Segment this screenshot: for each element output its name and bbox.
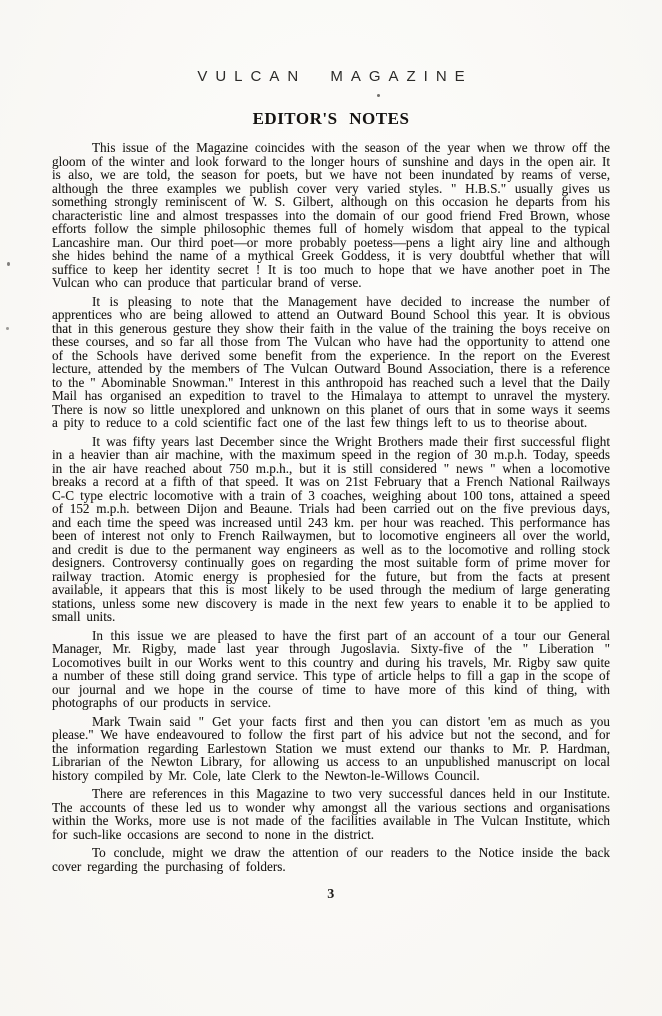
magazine-masthead: VULCAN MAGAZINE [197,68,473,85]
article-paragraph: There are references in this Magazine to two very successful dances held in our Institute. The accounts of these led us to wonder why amongst all the various sections and organisations within the Works, more use is not made of the facilities available in The Vulcan Institute, which for such-like occasions are second to none in the district. [52,786,610,842]
page-number: 3 [327,887,335,902]
scan-speck [377,94,380,97]
article-paragraph: In this issue we are pleased to have the first part of an account of a tour our General Manager, Mr. Rigby, made last year through Jugoslavia. Sixty-five of the " Liberation " Locomotives built in our Works went to this country and during his travels, Mr. Rigby saw quite a number of these still doing grand service. This type of article helps to fill a gap in the scope of our journal and we hope in the course of time to have more of this kind of thing, with photographs of our products in service. [52,627,610,710]
article-paragraph: To conclude, might we draw the attention of our readers to the Notice inside the back cover regarding the purchasing of folders. [52,845,610,874]
scan-speck [6,327,9,330]
article-paragraph: This issue of the Magazine coincides with the season of the year when we throw off the gloom of the winter and look forward to the longer hours of sunshine and days in the open air. It is also, we are told, the season for poets, but we have not been inundated by reams of verse, although the three examples we publish cover very varied styles. " H.B.S." usually gives us something strongly reminiscent of W. S. Gilbert, although on this occasion he departs from his characteristic line and almost trespasses into the domain of our good friend Fred Brown, whose efforts follow the simple philosophic themes full of homely wisdom that appeal to the typical Lancashire man. Our third poet—or more probably poetess—pens a light airy line and although she hides behind the name of a mythical Greek Goddess, it is very doubtful whether that will suffice to keep her identity secret ! It is too much to hope that we have another poet in The Vulcan who can produce that particular brand of verse. [52,140,610,290]
article-paragraph: It was fifty years last December since the Wright Brothers made their first successful flight in a heavier than air machine, with the maximum speed in the region of 30 m.p.h. Today, speeds in the air have reached about 750 m.p.h., but it is still considered " news " when a locomotive breaks a record at a fifth of that speed. It was on 21st February that a French National Railways C-C type electric locomotive with a train of 3 coaches, weighing about 100 tons, attained a speed of 152 m.p.h. between Dijon and Beaune. Trials had been carried out on the five previous days, and each time the speed was increased until 243 km. per hour was reached. This performance has been of interest not only to French Railwaymen, but to locomotive engineers all over the world, and credit is due to the permanent way engineers as well as to the locomotive and rolling stock designers. Controversy continually goes on regarding the most suitable form of prime mover for railway traction. Atomic energy is prophesied for the future, but from the facts at present available, it appears that this is most likely to be used through the medium of large generating stations, unless some new discovery is made in the next few years to enable it to be applied to small units. [52,433,610,624]
scan-speck [7,262,10,266]
editors-notes-article [52,141,610,873]
article-paragraph: Mark Twain said " Get your facts first and then you can distort 'em as much as you please." We have endeavoured to follow the first part of his advice but not the second, and for the information regarding Earlestown Station we must extend our thanks to Mr. P. Hardman, Librarian of the Newton Library, for allowing us access to an unpublished manuscript on local history compiled by Mr. Cole, late Clerk to the Newton-le-Willows Council. [52,713,610,783]
page-title: EDITOR'S NOTES [252,109,410,128]
article-paragraph: It is pleasing to note that the Management have decided to increase the number of apprentices who are being allowed to attend an Outward Bound School this year. It is obvious that in this generous gesture they show their faith in the value of the training the boys receive on these courses, and so far all those from The Vulcan who have had the opportunity to attend one of the Schools have derived some benefit from the experience. In the report on the Everest lecture, attended by the members of The Vulcan Outward Bound Association, there is a reference to the " Abominable Snowman." Interest in this anthropoid has reached such a level that the Daily Mail has organised an expedition to travel to the Himalaya to attempt to unravel the mystery. There is now so little unexplored and unknown on this planet of ours that in some ways it seems a pity to reduce to a cold scientific fact one of the last few things left to us to theorise about. [52,293,610,430]
